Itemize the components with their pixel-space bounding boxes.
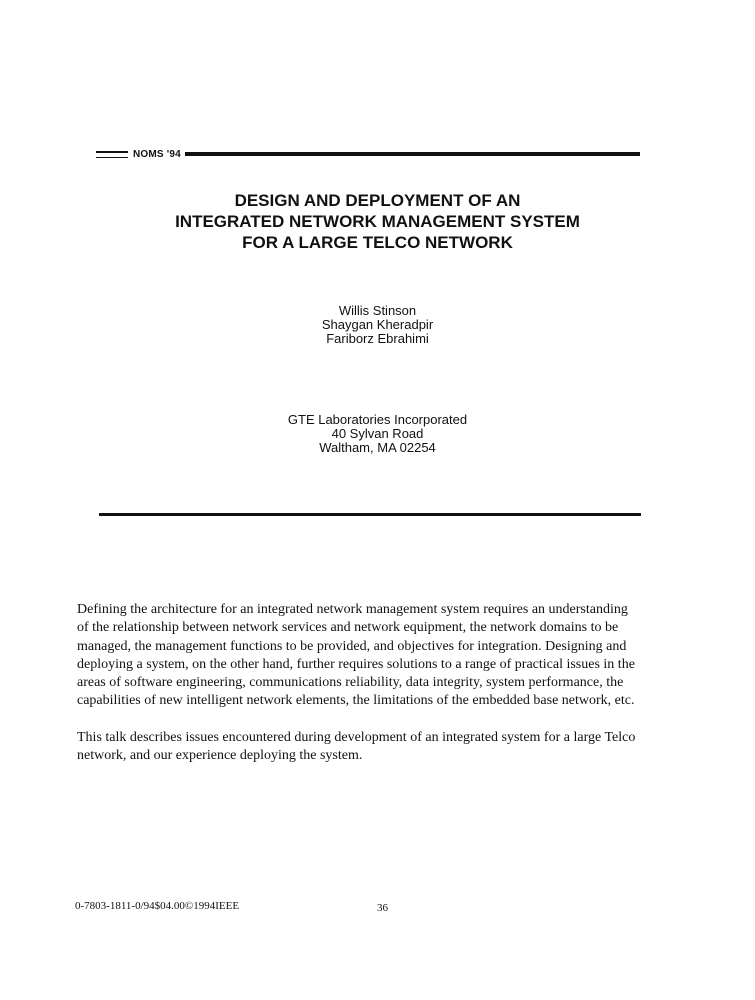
abstract-line: This talk describes issues encountered during development of an integrated system for a large Telco xyxy=(77,729,636,745)
abstract-paragraph-2 xyxy=(77,729,677,766)
abstract-line: managed, the management functions to be provided, and objectives for integration. Designing and xyxy=(77,638,627,654)
abstract-line: capabilities of new intelligent network elements, the limitations of the embedded base network, etc. xyxy=(77,693,635,709)
page-number: 36 xyxy=(377,902,388,914)
abstract-paragraph-1 xyxy=(77,601,677,711)
paper-title xyxy=(0,190,755,253)
abstract-line: deploying a system, on the other hand, further requires solutions to a range of practical issues in the xyxy=(77,656,635,672)
author-name: Fariborz Ebrahimi xyxy=(326,331,429,346)
header-rule-short xyxy=(96,151,128,158)
abstract-line: Defining the architecture for an integrated network management system requires an understanding xyxy=(77,602,628,617)
title-line: FOR A LARGE TELCO NETWORK xyxy=(242,233,513,252)
title-line: INTEGRATED NETWORK MANAGEMENT SYSTEM xyxy=(175,212,580,231)
title-line: DESIGN AND DEPLOYMENT OF AN xyxy=(234,191,521,210)
abstract-line: of the relationship between network services and network equipment, the network domains to be xyxy=(77,620,619,636)
conference-header-rule xyxy=(96,150,640,158)
header-rule-long xyxy=(185,152,640,156)
author-name: Willis Stinson xyxy=(338,303,417,318)
abstract-line: network, and our experience deploying the system. xyxy=(77,748,363,764)
affiliation-city: Waltham, MA 02254 xyxy=(319,440,436,455)
copyright-identifier: 0-7803-1811-0/94$04.00©1994IEEE xyxy=(75,900,240,912)
affiliation-block xyxy=(0,413,755,455)
abstract xyxy=(77,601,677,765)
section-divider xyxy=(99,513,641,516)
affiliation-street: 40 Sylvan Road xyxy=(331,426,424,441)
author-name: Shaygan Kheradpir xyxy=(321,317,434,332)
affiliation-organization: GTE Laboratories Incorporated xyxy=(287,412,468,427)
author-list xyxy=(0,304,755,346)
abstract-line: areas of software engineering, communications reliability, data integrity, system performance, the xyxy=(77,675,624,691)
conference-label: NOMS '94 xyxy=(133,148,181,160)
